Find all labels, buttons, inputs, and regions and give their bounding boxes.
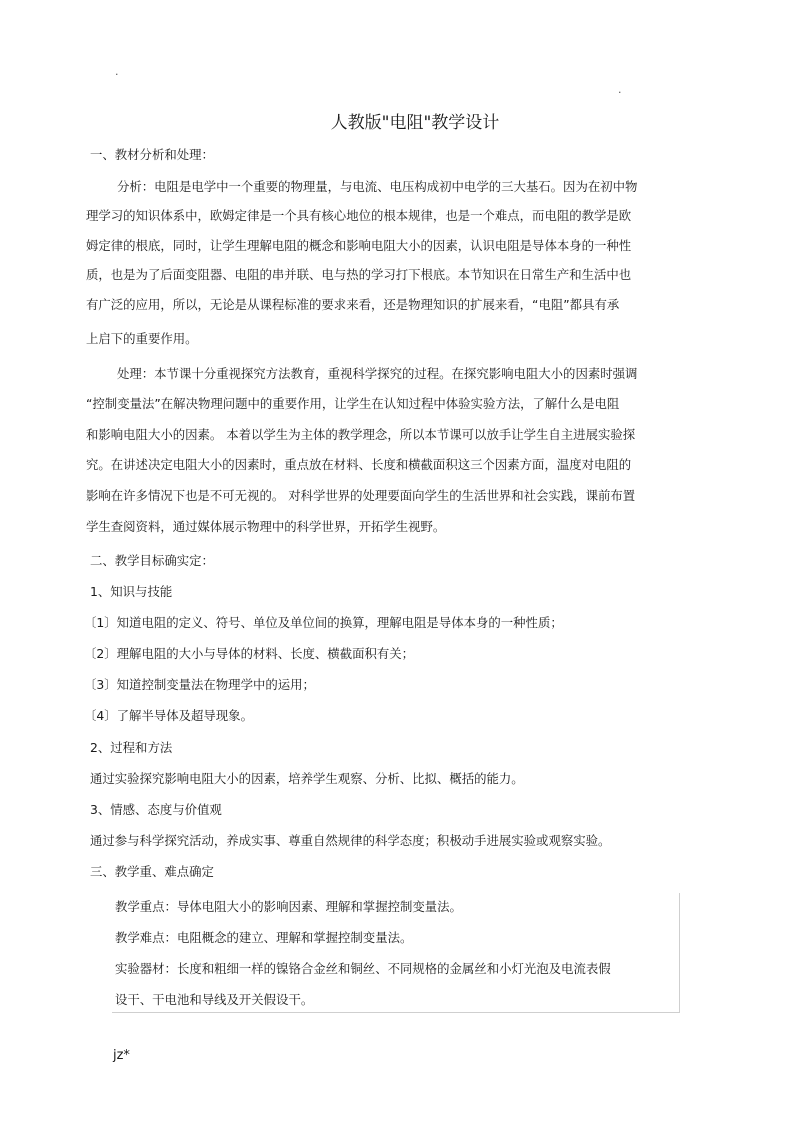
analysis-line-5: 有广泛的应用，所以，无论是从课程标准的要求来看，还是物理知识的扩展来看，“电阻”都具有承 — [86, 297, 620, 312]
goal-1-heading: 1、知识与技能 — [90, 584, 173, 599]
key-point-equipment-1: 实验器材：长度和粗细一样的镍铬合金丝和铜丝、不同规格的金属丝和小灯光泡及电流表假 — [115, 961, 611, 976]
goal-1-item-2: 〔2〕理解电阻的大小与导体的材料、长度、横截面积有关； — [84, 646, 415, 661]
analysis-line-4: 质，也是为了后面变阻器、电阻的串并联、电与热的学习打下根底。本节知识在日常生产和生活中也 — [86, 267, 632, 282]
processing-line-3: 和影响电阻大小的因素。 本着以学生为主体的教学理念，所以本节课可以放手让学生自主进展实验探 — [86, 427, 636, 442]
goal-1-item-1: 〔1〕知道电阻的定义、符号、单位及单位间的换算，理解电阻是导体本身的一种性质； — [84, 615, 563, 630]
goal-3-heading: 3、情感、态度与价值观 — [90, 802, 222, 817]
goal-1-item-3: 〔3〕知道控制变量法在物理学中的运用； — [84, 677, 315, 692]
key-point-focus: 教学重点：导体电阻大小的影响因素、理解和掌握控制变量法。 — [115, 899, 462, 914]
processing-line-6: 学生查阅资料，通过媒体展示物理中的科学世界，开拓学生视野。 — [86, 519, 446, 534]
header-dot-left: . — [115, 65, 119, 78]
key-point-difficulty: 教学难点：电阻概念的建立、理解和掌握控制变量法。 — [115, 930, 413, 945]
analysis-line-6: 上启下的重要作用。 — [86, 331, 198, 346]
processing-line-5: 影响在许多情况下也是不可无视的。 对科学世界的处理要面向学生的生活世界和社会实践，课前布置 — [86, 488, 636, 503]
page-footer: jz* — [113, 1048, 130, 1063]
section-3-heading: 三、教学重、难点确定 — [90, 864, 214, 879]
processing-line-2: “控制变量法”在解决物理问题中的重要作用，让学生在认知过程中体验实验方法，了解什么是电阻 — [86, 396, 620, 411]
analysis-line-3: 姆定律的根底，同时，让学生理解电阻的概念和影响电阻大小的因素，认识电阻是导体本身的一种性 — [86, 238, 632, 253]
goal-1-item-4: 〔4〕了解半导体及超导现象。 — [84, 708, 253, 723]
analysis-line-1: 分析：电阻是电学中一个重要的物理量，与电流、电压构成初中电学的三大基石。因为在初中物 — [117, 179, 638, 194]
processing-line-4: 究。在讲述决定电阻大小的因素时，重点放在材料、长度和横截面积这三个因素方面，温度对电阻的 — [86, 457, 632, 472]
goal-2-heading: 2、过程和方法 — [90, 740, 173, 755]
document-title: 人教版"电阻"教学设计 — [330, 113, 500, 133]
goal-3-text: 通过参与科学探究活动，养成实事、尊重自然规律的科学态度；积极动手进展实验或观察实验。 — [90, 833, 611, 848]
header-dot-right: . — [618, 83, 622, 96]
section-1-heading: 一、教材分析和处理： — [90, 147, 214, 162]
analysis-line-2: 理学习的知识体系中，欧姆定律是一个具有核心地位的根本规律，也是一个难点，而电阻的教学是欧 — [86, 208, 632, 223]
key-point-equipment-2: 设干、干电池和导线及开关假设干。 — [115, 992, 314, 1007]
processing-line-1: 处理：本节课十分重视探究方法教育，重视科学探究的过程。在探究影响电阻大小的因素时强调 — [117, 366, 638, 381]
section-2-heading: 二、教学目标确实定： — [90, 553, 214, 568]
goal-2-text: 通过实验探究影响电阻大小的因素，培养学生观察、分析、比拟、概括的能力。 — [90, 771, 524, 786]
